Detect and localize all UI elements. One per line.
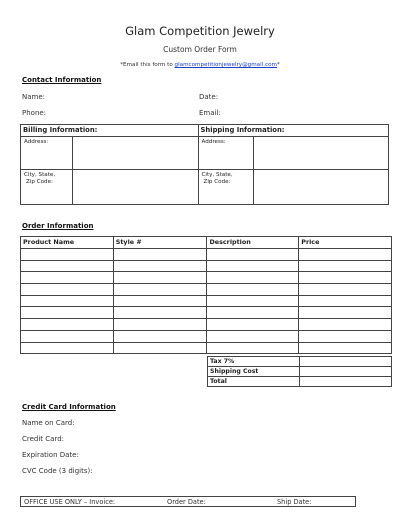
billing-shipping-table <box>20 124 389 205</box>
total-field[interactable] <box>299 377 391 387</box>
billing-heading: Billing Information: <box>21 125 199 137</box>
shipping-city-label-line2: Zip Code: <box>203 178 231 185</box>
cell[interactable] <box>207 330 299 342</box>
email-label: Email: <box>199 109 221 117</box>
cell[interactable] <box>207 307 299 319</box>
cell[interactable] <box>113 342 207 354</box>
date-label: Date: <box>199 93 219 101</box>
cell[interactable] <box>299 295 392 307</box>
cell[interactable] <box>207 284 299 296</box>
cell[interactable] <box>299 319 392 331</box>
cell[interactable] <box>207 319 299 331</box>
cell[interactable] <box>299 307 392 319</box>
contact-heading: Contact Information <box>22 76 102 84</box>
billing-address-field[interactable] <box>72 137 198 170</box>
order-date-label: Order Date: <box>167 498 206 506</box>
order-table <box>20 236 392 354</box>
shipping-city-label-line1: City, State, <box>201 172 233 178</box>
cell[interactable] <box>113 284 207 296</box>
cell[interactable] <box>113 319 207 331</box>
table-row <box>21 284 392 296</box>
cell[interactable] <box>113 249 207 261</box>
totals-table <box>207 356 392 387</box>
form-title: Glam Competition Jewelry <box>125 24 275 38</box>
cell[interactable] <box>207 342 299 354</box>
billing-city-label-line1: City, State, <box>24 172 56 178</box>
cell[interactable] <box>207 295 299 307</box>
tax-field[interactable] <box>299 357 391 367</box>
cell[interactable] <box>21 342 114 354</box>
ship-date-label: Ship Date: <box>277 498 312 506</box>
cell[interactable] <box>113 272 207 284</box>
name-on-card-label: Name on Card: <box>22 419 75 427</box>
column-price: Price <box>299 237 392 249</box>
cell[interactable] <box>207 272 299 284</box>
column-product-name: Product Name <box>21 237 114 249</box>
email-suffix: * <box>276 62 280 68</box>
table-row <box>21 330 392 342</box>
cell[interactable] <box>299 249 392 261</box>
form-subtitle: Custom Order Form <box>163 45 237 54</box>
phone-label: Phone: <box>22 109 47 117</box>
shipping-heading: Shipping Information: <box>198 125 389 137</box>
total-label: Total <box>208 377 300 387</box>
cell[interactable] <box>21 295 114 307</box>
cvc-code-label: CVC Code (3 digits): <box>22 467 93 475</box>
billing-city-label <box>21 170 73 205</box>
shipping-address-label: Address: <box>198 137 254 170</box>
cell[interactable] <box>113 307 207 319</box>
cell[interactable] <box>21 260 114 272</box>
order-heading: Order Information <box>22 222 94 230</box>
invoice-label: OFFICE USE ONLY – Invoice: <box>24 498 116 506</box>
cell[interactable] <box>21 272 114 284</box>
name-label: Name: <box>22 93 46 101</box>
email-instruction <box>0 62 400 68</box>
cell[interactable] <box>113 260 207 272</box>
office-use-box <box>20 496 356 507</box>
table-row <box>21 342 392 354</box>
cell[interactable] <box>21 307 114 319</box>
billing-city-field[interactable] <box>72 170 198 205</box>
cell[interactable] <box>299 330 392 342</box>
cell[interactable] <box>207 260 299 272</box>
table-row <box>21 319 392 331</box>
shipping-city-label <box>198 170 254 205</box>
cell[interactable] <box>299 272 392 284</box>
expiration-date-label: Expiration Date: <box>22 451 79 459</box>
table-row <box>21 295 392 307</box>
shipping-city-field[interactable] <box>254 170 389 205</box>
billing-city-label-line2: Zip Code: <box>26 178 53 185</box>
cell[interactable] <box>113 295 207 307</box>
cell[interactable] <box>21 249 114 261</box>
credit-heading: Credit Card Information <box>22 403 116 411</box>
email-prefix: *Email this form to <box>120 62 175 68</box>
cell[interactable] <box>299 284 392 296</box>
column-description: Description <box>207 237 299 249</box>
table-row <box>21 307 392 319</box>
email-link[interactable]: glamcompetitionjewelry@gmail.com <box>174 62 277 68</box>
cell[interactable] <box>207 249 299 261</box>
cell[interactable] <box>299 342 392 354</box>
cell[interactable] <box>21 319 114 331</box>
table-row <box>21 260 392 272</box>
shipping-cost-label: Shipping Cost <box>208 367 300 377</box>
column-style: Style # <box>113 237 207 249</box>
cell[interactable] <box>21 330 114 342</box>
credit-card-label: Credit Card: <box>22 435 65 443</box>
cell[interactable] <box>299 260 392 272</box>
cell[interactable] <box>21 284 114 296</box>
shipping-address-field[interactable] <box>254 137 389 170</box>
billing-address-label: Address: <box>21 137 73 170</box>
shipping-cost-field[interactable] <box>299 367 391 377</box>
table-row <box>21 272 392 284</box>
tax-label: Tax 7% <box>208 357 300 367</box>
cell[interactable] <box>113 330 207 342</box>
table-row <box>21 249 392 261</box>
